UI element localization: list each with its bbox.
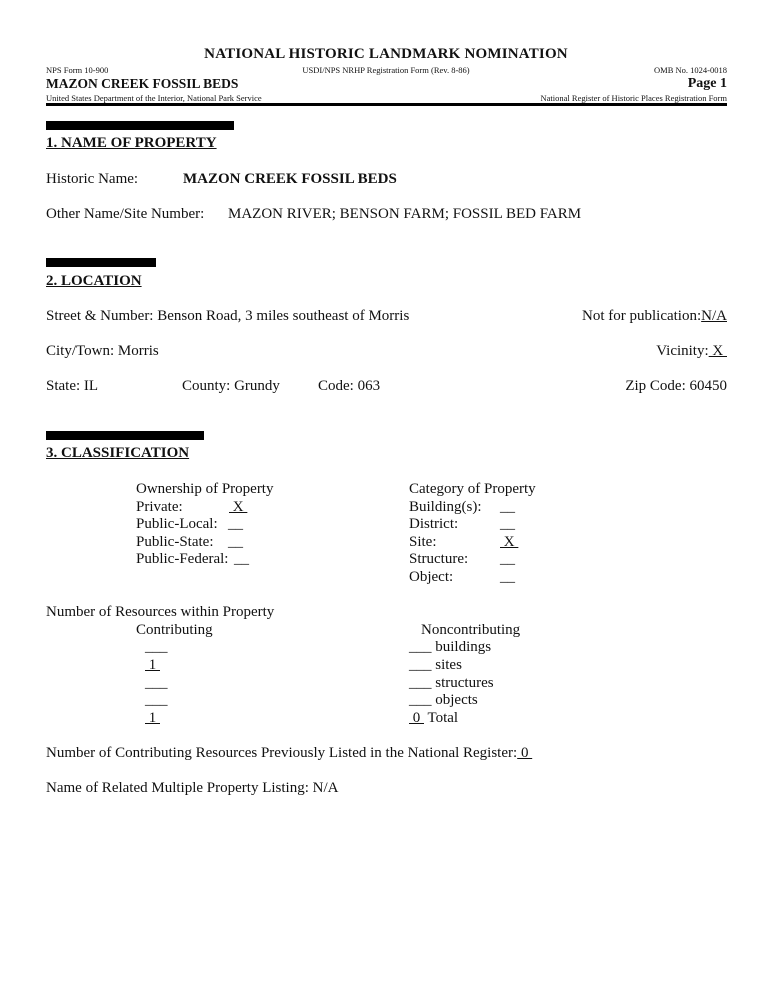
other-name-value: MAZON RIVER; BENSON FARM; FOSSIL BED FARM <box>228 206 582 222</box>
street-value: Benson Road, 3 miles southeast of Morris <box>157 308 410 324</box>
contributing-objects: ___ <box>145 692 168 708</box>
category-building-label: Building(s): <box>409 499 482 515</box>
zip-row <box>625 378 727 395</box>
previously-listed-value: 0 <box>517 745 533 761</box>
category-site-label: Site: <box>409 534 437 550</box>
previously-listed-label: Number of Contributing Resources Previously Listed in the National Register: <box>46 745 518 761</box>
noncontributing-total-label: Total <box>427 710 459 726</box>
vicinity-label: Vicinity: <box>656 343 709 359</box>
noncontributing-buildings-blank: ___ <box>409 639 432 655</box>
property-name-header: MAZON CREEK FOSSIL BEDS <box>46 76 239 91</box>
omb-number: OMB No. 1024-0018 <box>654 65 727 75</box>
category-object-label: Object: <box>409 569 454 585</box>
county-label: County: <box>182 378 231 394</box>
county-value: Grundy <box>234 378 280 394</box>
ownership-private-label: Private: <box>136 499 183 515</box>
category-district-value: __ <box>500 516 515 532</box>
ownership-public-state-label: Public-State: <box>136 534 214 550</box>
ownership-public-federal-label: Public-Federal: <box>136 551 229 567</box>
ownership-heading: Ownership of Property <box>136 481 274 497</box>
category-structure-label: Structure: <box>409 551 469 567</box>
previously-listed-row <box>46 745 532 762</box>
category-district-label: District: <box>409 516 459 532</box>
code-value: 063 <box>357 378 381 394</box>
city-label: City/Town: <box>46 343 115 359</box>
city-value: Morris <box>117 343 159 359</box>
nfp-value: N/A <box>701 308 727 324</box>
category-object-value: __ <box>500 569 515 585</box>
section-1-bar <box>46 121 234 130</box>
ownership-public-state-value: __ <box>228 534 243 550</box>
category-building-value: __ <box>500 499 515 515</box>
street-number-row <box>46 308 409 325</box>
vicinity-value: X <box>708 343 727 359</box>
category-structure-value: __ <box>500 551 515 567</box>
noncontributing-structures-blank: ___ <box>409 675 432 691</box>
noncontributing-buildings-row <box>409 639 491 656</box>
noncontributing-sites-row <box>409 657 462 674</box>
category-site-value: X <box>500 534 519 550</box>
contributing-structures: ___ <box>145 675 168 691</box>
form-revision: USDI/NPS NRHP Registration Form (Rev. 8-86) <box>302 65 470 75</box>
county-row <box>182 378 280 395</box>
header-rule <box>46 103 727 106</box>
noncontributing-total-row <box>409 710 458 727</box>
ownership-public-local-label: Public-Local: <box>136 516 218 532</box>
noncontributing-sites-label: sites <box>435 657 462 673</box>
state-label: State: <box>46 378 81 394</box>
noncontributing-objects-label: objects <box>435 692 478 708</box>
contributing-sites: 1 <box>145 657 160 673</box>
department-line: United States Department of the Interior, National Park Service <box>46 93 262 103</box>
city-town-row <box>46 343 159 360</box>
ownership-private-value: X <box>229 499 248 515</box>
nfp-label: Not for publication: <box>582 308 702 324</box>
noncontributing-sites-blank: ___ <box>409 657 432 673</box>
ownership-public-local-value: __ <box>228 516 243 532</box>
form-number: NPS Form 10-900 <box>46 65 109 75</box>
state-value: IL <box>83 378 99 394</box>
historic-name-value: MAZON CREEK FOSSIL BEDS <box>183 171 397 187</box>
code-row <box>318 378 380 395</box>
category-heading: Category of Property <box>409 481 536 497</box>
noncontributing-structures-label: structures <box>435 675 494 691</box>
section-2-bar <box>46 258 156 267</box>
resources-heading: Number of Resources within Property <box>46 604 275 620</box>
street-label: Street & Number: <box>46 308 154 324</box>
noncontributing-structures-row <box>409 675 494 692</box>
section-3-heading: 3. CLASSIFICATION <box>46 445 190 461</box>
contributing-buildings: ___ <box>145 639 168 655</box>
noncontributing-buildings-label: buildings <box>435 639 492 655</box>
noncontributing-heading: Noncontributing <box>421 622 521 638</box>
contributing-heading: Contributing <box>136 622 213 638</box>
form-title: NATIONAL HISTORIC LANDMARK NOMINATION <box>204 46 568 62</box>
section-3-bar <box>46 431 204 440</box>
zip-value: 60450 <box>689 378 727 394</box>
ownership-public-federal-value: __ <box>234 551 249 567</box>
related-listing-label: Name of Related Multiple Property Listing: <box>46 780 309 796</box>
page-number: Page 1 <box>687 76 727 91</box>
contributing-total: 1 <box>145 710 160 726</box>
not-for-publication-row <box>582 308 727 325</box>
section-2-heading: 2. LOCATION <box>46 273 142 289</box>
vicinity-row <box>656 343 727 360</box>
register-line: National Register of Historic Places Registration Form <box>540 93 727 103</box>
state-row <box>46 378 98 395</box>
noncontributing-total-blank: 0 <box>409 710 424 726</box>
historic-name-label: Historic Name: <box>46 171 139 187</box>
related-listing-value: N/A <box>312 780 339 796</box>
code-label: Code: <box>318 378 354 394</box>
section-1-heading: 1. NAME OF PROPERTY <box>46 135 217 151</box>
noncontributing-objects-row <box>409 692 478 709</box>
other-name-label: Other Name/Site Number: <box>46 206 205 222</box>
noncontributing-objects-blank: ___ <box>409 692 432 708</box>
related-listing-row <box>46 780 338 797</box>
zip-label: Zip Code: <box>625 378 686 394</box>
